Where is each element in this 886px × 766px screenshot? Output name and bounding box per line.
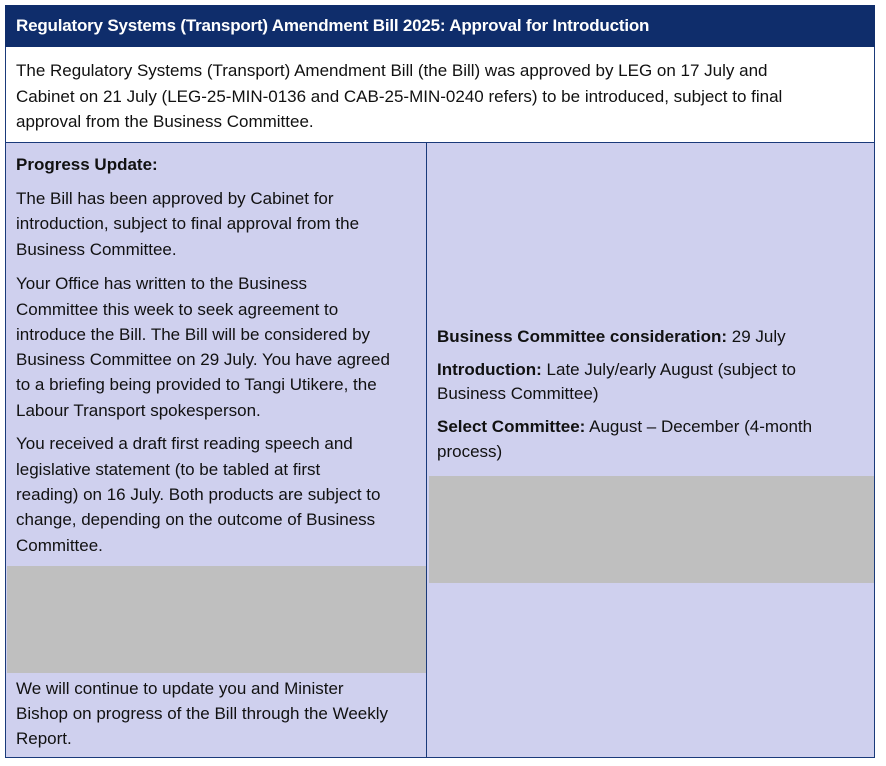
intro-line: The Regulatory Systems (Transport) Amendment Bill (the Bill) was approved by LEG on 17 July and (16, 61, 768, 80)
select-committee-line (437, 417, 812, 437)
value: Late July/early August (subject to (541, 360, 797, 379)
para-line: Committee. (16, 536, 103, 555)
para-line: introduction, subject to final approval from the (16, 214, 360, 233)
para-line: Labour Transport spokesperson. (16, 401, 261, 420)
section-header (5, 5, 875, 47)
para-line: You received a draft first reading speech and (16, 434, 353, 453)
redaction-block (429, 476, 874, 583)
para-line: to a briefing being provided to Tangi Utikere, the (16, 375, 377, 394)
para-line: Business Committee on 29 July. You have agreed (16, 350, 390, 369)
intro-cell (5, 47, 875, 143)
value: 29 July (727, 327, 786, 346)
para-line: Report. (16, 729, 72, 748)
introduction-line-2: Business Committee) (437, 384, 599, 403)
para-line: introduce the Bill. The Bill will be considered by (16, 325, 371, 344)
progress-heading: Progress Update: (16, 155, 158, 174)
para-line: legislative statement (to be tabled at first (16, 460, 321, 479)
value: August – December (4-month (585, 417, 813, 436)
para-line: Bishop on progress of the Bill through the Weekly (16, 704, 389, 723)
intro-line: approval from the Business Committee. (16, 112, 314, 131)
introduction-line (437, 360, 796, 380)
redaction-block (7, 566, 428, 673)
para-line: Business Committee. (16, 240, 177, 259)
label: Business Committee consideration: (437, 327, 728, 346)
intro-line: Cabinet on 21 July (LEG-25-MIN-0136 and CAB-25-MIN-0240 refers) to be introduced, subject to final (16, 87, 783, 106)
select-committee-line-2: process) (437, 442, 503, 461)
para-line: Committee this week to seek agreement to (16, 300, 339, 319)
label: Select Committee: (437, 417, 586, 436)
timeline-cell (426, 143, 875, 758)
section-title: Regulatory Systems (Transport) Amendment Bill 2025: Approval for Introduction (16, 16, 650, 35)
label: Introduction: (437, 360, 542, 379)
para-line: Your Office has written to the Business (16, 274, 308, 293)
para-line: reading) on 16 July. Both products are subject to (16, 485, 381, 504)
business-committee-line (437, 327, 786, 347)
para-line: The Bill has been approved by Cabinet for (16, 189, 334, 208)
para-line: change, depending on the outcome of Business (16, 510, 376, 529)
para-line: We will continue to update you and Minister (16, 679, 344, 698)
